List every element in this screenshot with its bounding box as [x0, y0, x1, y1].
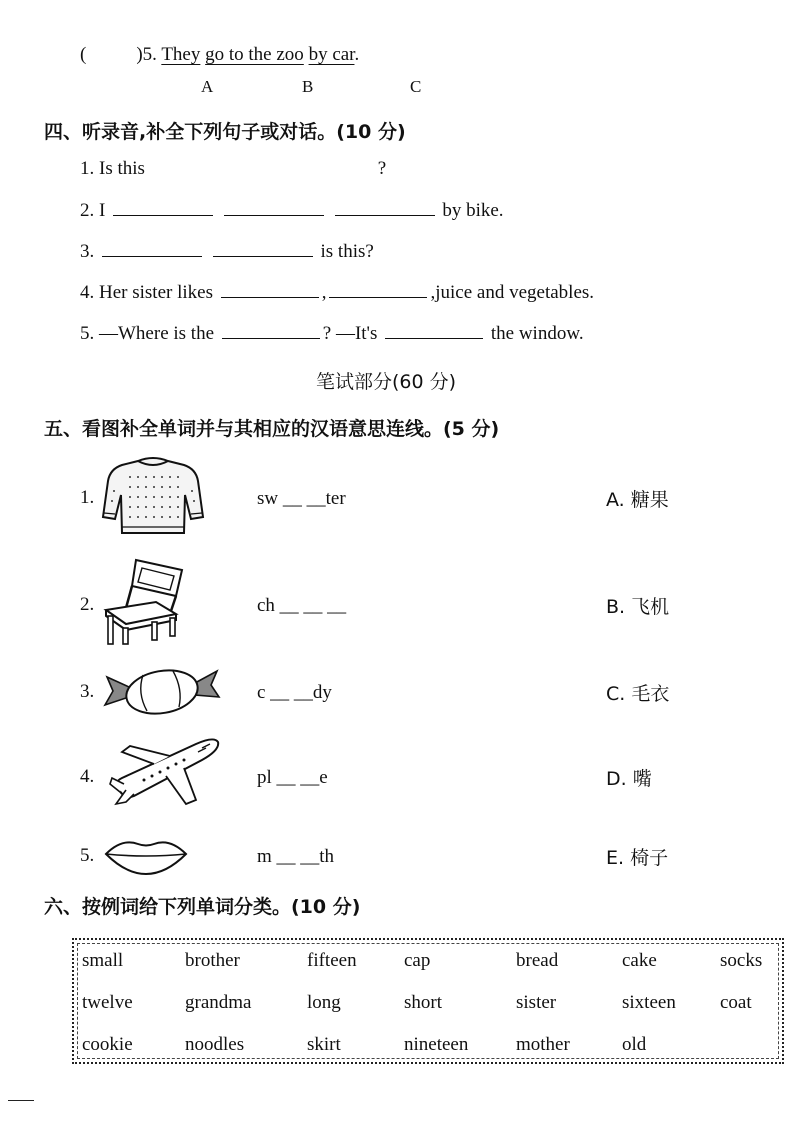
word-cell: cookie: [82, 1034, 133, 1055]
word-cell: fifteen: [307, 950, 357, 971]
word-cell: bread: [516, 950, 559, 971]
answer-blank[interactable]: [335, 214, 435, 216]
answer-blank[interactable]: [113, 214, 213, 216]
answer-blank[interactable]: [385, 337, 483, 339]
q5-end: .: [354, 44, 360, 65]
word-cell: nineteen: [404, 1034, 469, 1055]
q5-label-c: C: [410, 77, 422, 96]
answer-blank[interactable]: [213, 255, 313, 257]
q5-part-c: by car: [308, 44, 355, 65]
s4-item-3: 3. is this?: [80, 241, 374, 262]
word-cell: short: [404, 992, 442, 1013]
s4-item-4: 4. Her sister likes , ,juice and vegetables.: [80, 282, 595, 303]
word-cell: small: [82, 950, 124, 971]
s5-word-2: ch __ __ __: [257, 595, 347, 616]
word-cell: brother: [185, 950, 240, 971]
answer-blank[interactable]: [222, 337, 320, 339]
s5-meaning-e: E. 椅子: [606, 847, 669, 869]
q5-paren-open: (: [80, 44, 87, 65]
s4-item-5: 5. —Where is the ? —It's the window.: [80, 323, 584, 344]
word-cell: skirt: [307, 1034, 341, 1055]
s5-num-3: 3.: [80, 681, 95, 702]
footer-rule: [8, 1100, 34, 1101]
answer-blank[interactable]: [221, 296, 319, 298]
s5-meaning-a: A. 糖果: [606, 489, 669, 511]
word-cell: noodles: [185, 1034, 245, 1055]
chair-icon: [100, 556, 186, 646]
s4-item-1: 1. Is this ?: [80, 158, 387, 179]
section5-title: 五、看图补全单词并与其相应的汉语意思连线。(5 分): [44, 418, 500, 440]
s5-word-5: m __ __th: [257, 846, 335, 867]
word-cell: long: [307, 992, 341, 1013]
word-cell: twelve: [82, 992, 133, 1013]
s5-num-5: 5.: [80, 845, 95, 866]
q5-part-a: They: [161, 44, 201, 65]
q5-label-b: B: [302, 77, 314, 96]
answer-blank[interactable]: [224, 214, 324, 216]
s5-meaning-c: C. 毛衣: [606, 683, 670, 705]
written-part-title: 笔试部分(60 分): [316, 371, 457, 393]
word-cell: socks: [720, 950, 763, 971]
sweater-icon: [100, 455, 206, 537]
word-cell: old: [622, 1034, 647, 1055]
word-cell: coat: [720, 992, 752, 1013]
s5-num-4: 4.: [80, 766, 95, 787]
word-cell: grandma: [185, 992, 252, 1013]
s4-item-2: 2. I by bike.: [80, 200, 504, 221]
q5-part-b: go to the zoo: [205, 44, 304, 65]
candy-icon: [103, 665, 221, 719]
s5-meaning-d: D. 嘴: [606, 768, 652, 790]
s5-word-3: c __ __dy: [257, 682, 332, 703]
answer-blank[interactable]: [102, 255, 202, 257]
word-cell: sister: [516, 992, 557, 1013]
q5-number: 5.: [142, 44, 157, 65]
s5-meaning-b: B. 飞机: [606, 596, 670, 618]
section6-title: 六、按例词给下列单词分类。(10 分): [44, 896, 361, 918]
q5-label-a: A: [201, 77, 214, 96]
plane-icon: [104, 734, 222, 810]
q5-line: [80, 44, 359, 66]
s5-word-1: sw __ __ter: [257, 488, 346, 509]
s5-word-4: pl __ __e: [257, 767, 328, 788]
lips-icon: [104, 836, 188, 876]
s5-num-2: 2.: [80, 594, 95, 615]
word-cell: cake: [622, 950, 657, 971]
word-cell: mother: [516, 1034, 570, 1055]
section4-title: 四、听录音,补全下列句子或对话。(10 分): [44, 121, 406, 143]
answer-blank[interactable]: [329, 296, 427, 298]
word-cell: cap: [404, 950, 431, 971]
s5-num-1: 1.: [80, 487, 95, 508]
q5-paren-close: ): [136, 44, 143, 65]
word-cell: sixteen: [622, 992, 676, 1013]
